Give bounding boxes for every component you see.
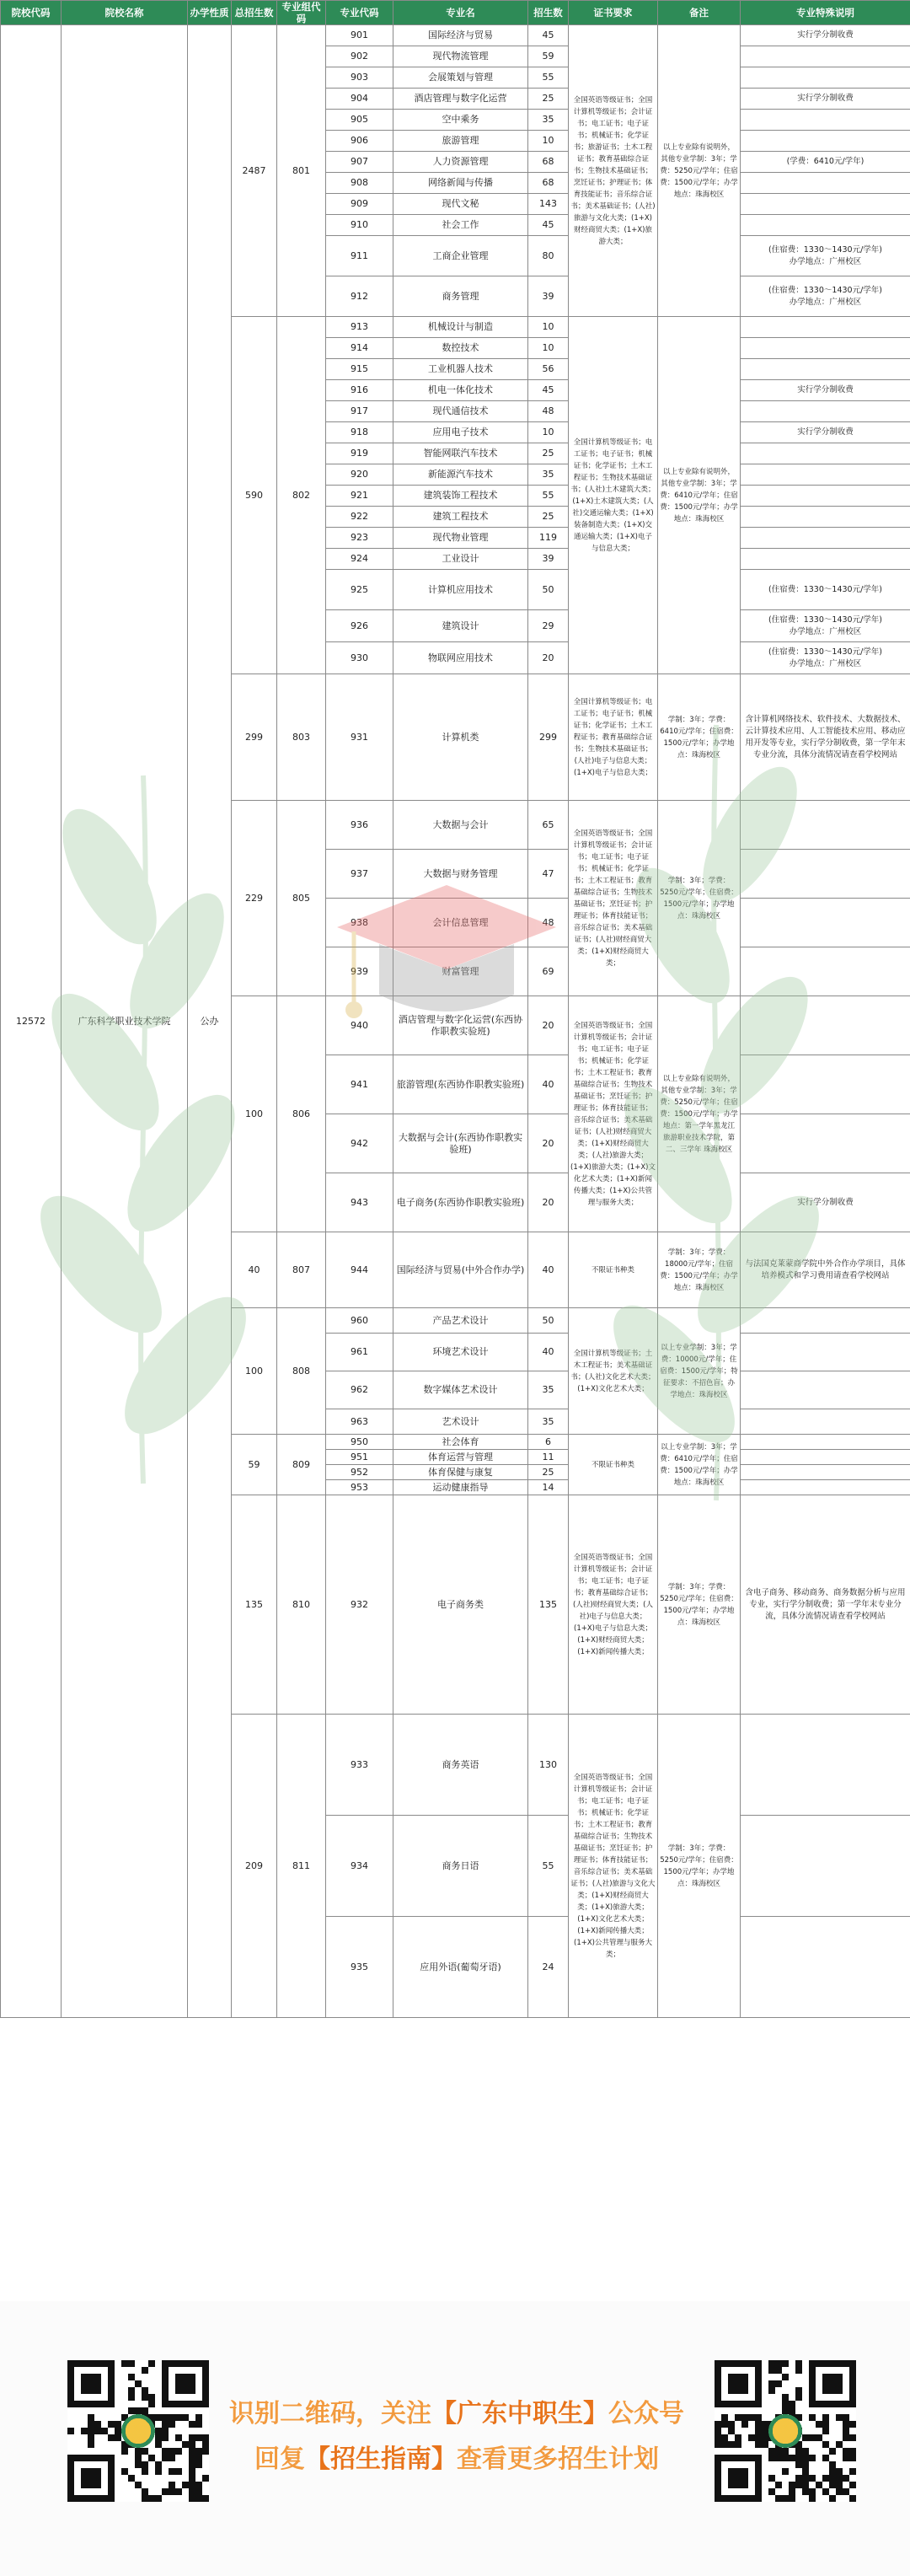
major-code: 961 bbox=[326, 1334, 393, 1371]
major-name: 工商企业管理 bbox=[393, 236, 528, 276]
special-note bbox=[741, 801, 910, 850]
group-total: 590 bbox=[232, 317, 277, 674]
major-count: 45 bbox=[528, 215, 569, 236]
major-name: 应用外语(葡萄牙语) bbox=[393, 1917, 528, 2018]
remark: 以上专业学制：3年；学费：10000元/学年；住宿费：1500元/学年；特征要求：不招色盲；办学地点：珠海校区 bbox=[658, 1308, 741, 1435]
major-count: 39 bbox=[528, 276, 569, 317]
major-code: 962 bbox=[326, 1371, 393, 1409]
major-count: 48 bbox=[528, 401, 569, 422]
major-count: 68 bbox=[528, 173, 569, 194]
special-note bbox=[741, 443, 910, 464]
footer-line2-b: 【招生指南】 bbox=[305, 2445, 457, 2474]
footer-line2-a: 回复 bbox=[254, 2445, 305, 2474]
major-count: 65 bbox=[528, 801, 569, 850]
major-code: 911 bbox=[326, 236, 393, 276]
header-school-type: 办学性质 bbox=[188, 1, 232, 25]
header-special: 专业特殊说明 bbox=[741, 1, 910, 25]
special-note bbox=[741, 899, 910, 947]
major-code: 936 bbox=[326, 801, 393, 850]
special-note bbox=[741, 850, 910, 899]
major-code: 933 bbox=[326, 1715, 393, 1816]
major-count: 68 bbox=[528, 152, 569, 173]
major-count: 47 bbox=[528, 850, 569, 899]
major-code: 902 bbox=[326, 46, 393, 67]
major-name: 智能网联汽车技术 bbox=[393, 443, 528, 464]
remark: 学制：3年；学费：6410元/学年；住宿费：1500元/学年；办学地点：珠海校区 bbox=[658, 674, 741, 801]
footer-line-1 bbox=[221, 2392, 693, 2429]
special-note bbox=[741, 1480, 910, 1495]
special-note bbox=[741, 131, 910, 152]
school-name: 广东科学职业技术学院 bbox=[62, 25, 188, 2018]
major-code: 943 bbox=[326, 1173, 393, 1232]
major-code: 930 bbox=[326, 642, 393, 674]
major-count: 69 bbox=[528, 947, 569, 996]
group-total: 100 bbox=[232, 1308, 277, 1435]
group-total: 229 bbox=[232, 801, 277, 996]
major-name: 现代通信技术 bbox=[393, 401, 528, 422]
major-name: 体育保健与康复 bbox=[393, 1465, 528, 1480]
header-cert: 证书要求 bbox=[569, 1, 658, 25]
qr-code-left bbox=[67, 2360, 209, 2502]
special-note bbox=[741, 996, 910, 1055]
major-name: 工业机器人技术 bbox=[393, 359, 528, 380]
major-code: 917 bbox=[326, 401, 393, 422]
special-note bbox=[741, 359, 910, 380]
major-name: 大数据与财务管理 bbox=[393, 850, 528, 899]
major-count: 25 bbox=[528, 443, 569, 464]
major-count: 35 bbox=[528, 110, 569, 131]
major-count: 35 bbox=[528, 1409, 569, 1435]
special-note: 实行学分制收费 bbox=[741, 422, 910, 443]
special-note bbox=[741, 549, 910, 570]
special-note bbox=[741, 1409, 910, 1435]
major-name: 大数据与会计(东西协作职教实验班) bbox=[393, 1114, 528, 1173]
footer-line1-b: 【广东中职生】 bbox=[431, 2399, 608, 2428]
header-remark: 备注 bbox=[658, 1, 741, 25]
major-code: 909 bbox=[326, 194, 393, 215]
major-name: 建筑工程技术 bbox=[393, 507, 528, 528]
major-code: 910 bbox=[326, 215, 393, 236]
major-count: 10 bbox=[528, 338, 569, 359]
cert-requirements: 全国英语等级证书；全国计算机等级证书；会计证书；电工证书；电子证书；机械证书；化学证书；土木工程证书；教育基础综合证书；生物技术基础证书；烹饪证书；护理证书；体育技能证书；音乐综合证书；美术基础证书；(人社)财经商贸大类；(1+X)财经商贸大类； bbox=[569, 801, 658, 996]
special-note: 含计算机网络技术、软件技术、大数据技术、云计算技术应用、人工智能技术应用、移动应用开发等专业，实行学分制收费，第一学年末专业分流，具体分流情况请查看学校网站 bbox=[741, 674, 910, 801]
major-code: 963 bbox=[326, 1409, 393, 1435]
major-code: 944 bbox=[326, 1232, 393, 1308]
special-note bbox=[741, 464, 910, 486]
cert-requirements: 全国计算机等级证书；电工证书；电子证书；机械证书；化学证书；土木工程证书；教育基础综合证书；生物技术基础证书；(人社)电子与信息大类；(1+X)电子与信息大类； bbox=[569, 674, 658, 801]
major-count: 50 bbox=[528, 1308, 569, 1334]
cert-requirements: 全国英语等级证书；全国计算机等级证书；会计证书；电工证书；电子证书；机械证书；化学证书；土木工程证书；教育基础综合证书；生物技术基础证书；烹饪证书；护理证书；体育技能证书；音乐综合证书；美术基础证书；(人社)旅游与文化大类；(1+X)财经商贸大类；(1+X)旅游大类；(1+X)文化艺术大类；(1+X)新闻传播大类；(1+X)公共管理与服务大类； bbox=[569, 1715, 658, 2018]
major-code: 904 bbox=[326, 89, 393, 110]
major-name: 现代文秘 bbox=[393, 194, 528, 215]
group-total: 299 bbox=[232, 674, 277, 801]
major-count: 299 bbox=[528, 674, 569, 801]
major-code: 924 bbox=[326, 549, 393, 570]
major-name: 酒店管理与数字化运营 bbox=[393, 89, 528, 110]
special-note: (住宿费：1330～1430元/学年) 办学地点：广州校区 bbox=[741, 642, 910, 674]
special-note bbox=[741, 1371, 910, 1409]
group-total: 100 bbox=[232, 996, 277, 1232]
major-count: 40 bbox=[528, 1055, 569, 1114]
special-note: (住宿费：1330～1430元/学年) 办学地点：广州校区 bbox=[741, 610, 910, 642]
footer-banner bbox=[0, 2301, 910, 2576]
special-note bbox=[741, 528, 910, 549]
special-note bbox=[741, 401, 910, 422]
footer-line-2 bbox=[221, 2438, 693, 2475]
major-code: 926 bbox=[326, 610, 393, 642]
special-note bbox=[741, 486, 910, 507]
remark: 学制：3年；学费：5250元/学年；住宿费：1500元/学年；办学地点：珠海校区 bbox=[658, 801, 741, 996]
major-name: 国际经济与贸易(中外合作办学) bbox=[393, 1232, 528, 1308]
major-name: 旅游管理 bbox=[393, 131, 528, 152]
major-count: 80 bbox=[528, 236, 569, 276]
major-count: 56 bbox=[528, 359, 569, 380]
major-count: 25 bbox=[528, 1465, 569, 1480]
major-name: 电子商务类 bbox=[393, 1495, 528, 1715]
major-count: 25 bbox=[528, 507, 569, 528]
cert-requirements: 全国英语等级证书；全国计算机等级证书；会计证书；电工证书；电子证书；机械证书；化学证书；旅游证书；土木工程证书；教育基础综合证书；生物技术基础证书；烹饪证书；护理证书；体育技能证书；音乐综合证书；美术基础证书；(人社)旅游与文化大类；(1+X)财经商贸大类；(1+X)旅游大类； bbox=[569, 25, 658, 317]
major-code: 922 bbox=[326, 507, 393, 528]
special-note bbox=[741, 1917, 910, 2018]
footer-line1-c: 公众号 bbox=[608, 2399, 684, 2428]
group-total: 2487 bbox=[232, 25, 277, 317]
cert-requirements: 全国英语等级证书；全国计算机等级证书；会计证书；电工证书；电子证书；机械证书；化学证书；土木工程证书；教育基础综合证书；生物技术基础证书；烹饪证书；护理证书；体育技能证书；音乐综合证书；美术基础证书；(人社)财经商贸大类；(1+X)财经商贸大类；(人社)旅游大类；(1+X)旅游大类；(1+X)文化艺术大类；(1+X)新闻传播大类；(1+X)公共管理与服务大类； bbox=[569, 996, 658, 1232]
major-name: 网络新闻与传播 bbox=[393, 173, 528, 194]
major-count: 20 bbox=[528, 1173, 569, 1232]
major-name: 社会体育 bbox=[393, 1435, 528, 1450]
major-count: 10 bbox=[528, 422, 569, 443]
major-code: 941 bbox=[326, 1055, 393, 1114]
special-note bbox=[741, 110, 910, 131]
major-code: 934 bbox=[326, 1816, 393, 1917]
header-group-code: 专业组代码 bbox=[277, 1, 326, 25]
cert-requirements: 全国计算机等级证书；土木工程证书；美术基础证书；(人社)文化艺术大类；(1+X)文化艺术大类； bbox=[569, 1308, 658, 1435]
major-name: 酒店管理与数字化运营(东西协作职教实验班) bbox=[393, 996, 528, 1055]
header-count: 招生数 bbox=[528, 1, 569, 25]
special-note: 实行学分制收费 bbox=[741, 89, 910, 110]
major-name: 数字媒体艺术设计 bbox=[393, 1371, 528, 1409]
school-code: 12572 bbox=[1, 25, 62, 2018]
major-name: 计算机类 bbox=[393, 674, 528, 801]
footer-line1-a: 识别二维码，关注 bbox=[229, 2399, 431, 2428]
group-code: 806 bbox=[277, 996, 326, 1232]
major-name: 大数据与会计 bbox=[393, 801, 528, 850]
special-note bbox=[741, 947, 910, 996]
special-note bbox=[741, 1308, 910, 1334]
special-note bbox=[741, 173, 910, 194]
major-count: 35 bbox=[528, 1371, 569, 1409]
major-name: 国际经济与贸易 bbox=[393, 25, 528, 46]
major-name: 会计信息管理 bbox=[393, 899, 528, 947]
header-school-name: 院校名称 bbox=[62, 1, 188, 25]
school-type: 公办 bbox=[188, 25, 232, 2018]
table-body bbox=[1, 25, 910, 2018]
special-note bbox=[741, 1715, 910, 1816]
special-note bbox=[741, 46, 910, 67]
major-code: 905 bbox=[326, 110, 393, 131]
remark: 学制：3年；学费：18000元/学年；住宿费：1500元/学年；办学地点：珠海校区 bbox=[658, 1232, 741, 1308]
cert-requirements: 不限证书种类 bbox=[569, 1435, 658, 1495]
major-code: 937 bbox=[326, 850, 393, 899]
major-name: 人力资源管理 bbox=[393, 152, 528, 173]
cert-requirements: 全国计算机等级证书；电工证书；电子证书；机械证书；化学证书；土木工程证书；生物技术基础证书；(人社)土木建筑大类；(1+X)土木建筑大类；(人社)交通运输大类；(1+X)装备制造大类；(1+X)交通运输大类；(1+X)电子与信息大类； bbox=[569, 317, 658, 674]
major-count: 10 bbox=[528, 317, 569, 338]
footer-line2-c: 查看更多招生计划 bbox=[457, 2445, 659, 2474]
major-name: 建筑设计 bbox=[393, 610, 528, 642]
major-code: 919 bbox=[326, 443, 393, 464]
major-count: 55 bbox=[528, 486, 569, 507]
special-note: (住宿费：1330～1430元/学年) 办学地点：广州校区 bbox=[741, 236, 910, 276]
major-code: 901 bbox=[326, 25, 393, 46]
table-row bbox=[1, 25, 910, 46]
major-code: 942 bbox=[326, 1114, 393, 1173]
group-total: 209 bbox=[232, 1715, 277, 2018]
major-name: 计算机应用技术 bbox=[393, 570, 528, 610]
major-code: 951 bbox=[326, 1450, 393, 1465]
special-note bbox=[741, 1334, 910, 1371]
major-name: 建筑装饰工程技术 bbox=[393, 486, 528, 507]
remark: 学制：3年；学费：5250元/学年；住宿费：1500元/学年；办学地点：珠海校区 bbox=[658, 1495, 741, 1715]
major-count: 50 bbox=[528, 570, 569, 610]
major-count: 48 bbox=[528, 899, 569, 947]
major-code: 952 bbox=[326, 1465, 393, 1480]
special-note: 含电子商务、移动商务、商务数据分析与应用专业，实行学分制收费；第一学年末专业分流，具体分流情况请查看学校网站 bbox=[741, 1495, 910, 1715]
major-count: 119 bbox=[528, 528, 569, 549]
header-major-name: 专业名 bbox=[393, 1, 528, 25]
major-name: 会展策划与管理 bbox=[393, 67, 528, 89]
major-count: 10 bbox=[528, 131, 569, 152]
special-note: 与法国克莱蒙商学院中外合作办学项目，具体培养模式和学习费用请查看学校网站 bbox=[741, 1232, 910, 1308]
special-note: 实行学分制收费 bbox=[741, 1173, 910, 1232]
major-name: 电子商务(东西协作职教实验班) bbox=[393, 1173, 528, 1232]
group-code: 807 bbox=[277, 1232, 326, 1308]
major-count: 40 bbox=[528, 1334, 569, 1371]
major-code: 932 bbox=[326, 1495, 393, 1715]
group-code: 810 bbox=[277, 1495, 326, 1715]
group-code: 809 bbox=[277, 1435, 326, 1495]
major-count: 130 bbox=[528, 1715, 569, 1816]
special-note bbox=[741, 317, 910, 338]
major-name: 运动健康指导 bbox=[393, 1480, 528, 1495]
special-note: (住宿费：1330～1430元/学年) bbox=[741, 570, 910, 610]
major-count: 45 bbox=[528, 25, 569, 46]
major-name: 旅游管理(东西协作职教实验班) bbox=[393, 1055, 528, 1114]
major-count: 35 bbox=[528, 464, 569, 486]
major-name: 财富管理 bbox=[393, 947, 528, 996]
major-name: 现代物业管理 bbox=[393, 528, 528, 549]
major-count: 143 bbox=[528, 194, 569, 215]
major-name: 艺术设计 bbox=[393, 1409, 528, 1435]
major-count: 55 bbox=[528, 67, 569, 89]
major-name: 应用电子技术 bbox=[393, 422, 528, 443]
major-count: 25 bbox=[528, 89, 569, 110]
major-name: 工业设计 bbox=[393, 549, 528, 570]
special-note bbox=[741, 1816, 910, 1917]
major-name: 机械设计与制造 bbox=[393, 317, 528, 338]
major-code: 950 bbox=[326, 1435, 393, 1450]
major-name: 物联网应用技术 bbox=[393, 642, 528, 674]
group-code: 805 bbox=[277, 801, 326, 996]
major-code: 907 bbox=[326, 152, 393, 173]
major-code: 908 bbox=[326, 173, 393, 194]
major-name: 社会工作 bbox=[393, 215, 528, 236]
major-count: 11 bbox=[528, 1450, 569, 1465]
major-name: 空中乘务 bbox=[393, 110, 528, 131]
major-name: 机电一体化技术 bbox=[393, 380, 528, 401]
group-total: 40 bbox=[232, 1232, 277, 1308]
major-code: 925 bbox=[326, 570, 393, 610]
special-note bbox=[741, 1450, 910, 1465]
major-code: 918 bbox=[326, 422, 393, 443]
remark: 以上专业除有说明外，其他专业学制：3年；学费：5250元/学年；住宿费：1500元/学年；办学地点：第一学年黑龙江旅游职业技术学院，第二、三学年 珠海校区 bbox=[658, 996, 741, 1232]
group-total: 59 bbox=[232, 1435, 277, 1495]
major-count: 135 bbox=[528, 1495, 569, 1715]
major-code: 940 bbox=[326, 996, 393, 1055]
special-note bbox=[741, 338, 910, 359]
major-name: 新能源汽车技术 bbox=[393, 464, 528, 486]
major-code: 916 bbox=[326, 380, 393, 401]
major-code: 921 bbox=[326, 486, 393, 507]
major-code: 903 bbox=[326, 67, 393, 89]
major-code: 915 bbox=[326, 359, 393, 380]
group-code: 808 bbox=[277, 1308, 326, 1435]
major-code: 920 bbox=[326, 464, 393, 486]
major-count: 55 bbox=[528, 1816, 569, 1917]
major-code: 953 bbox=[326, 1480, 393, 1495]
header-school-code: 院校代码 bbox=[1, 1, 62, 25]
major-count: 20 bbox=[528, 1114, 569, 1173]
major-code: 923 bbox=[326, 528, 393, 549]
major-count: 40 bbox=[528, 1232, 569, 1308]
header-major-code: 专业代码 bbox=[326, 1, 393, 25]
major-name: 体育运营与管理 bbox=[393, 1450, 528, 1465]
special-note bbox=[741, 1114, 910, 1173]
major-code: 913 bbox=[326, 317, 393, 338]
major-code: 906 bbox=[326, 131, 393, 152]
major-code: 938 bbox=[326, 899, 393, 947]
major-name: 环境艺术设计 bbox=[393, 1334, 528, 1371]
major-name: 商务日语 bbox=[393, 1816, 528, 1917]
group-code: 811 bbox=[277, 1715, 326, 2018]
special-note: 实行学分制收费 bbox=[741, 380, 910, 401]
group-code: 803 bbox=[277, 674, 326, 801]
group-total: 135 bbox=[232, 1495, 277, 1715]
major-count: 20 bbox=[528, 996, 569, 1055]
major-count: 24 bbox=[528, 1917, 569, 2018]
major-count: 29 bbox=[528, 610, 569, 642]
qr-code-right bbox=[715, 2360, 856, 2502]
special-note: (住宿费：1330～1430元/学年) 办学地点：广州校区 bbox=[741, 276, 910, 317]
major-count: 6 bbox=[528, 1435, 569, 1450]
special-note bbox=[741, 67, 910, 89]
special-note bbox=[741, 1055, 910, 1114]
major-name: 商务管理 bbox=[393, 276, 528, 317]
major-count: 45 bbox=[528, 380, 569, 401]
major-count: 39 bbox=[528, 549, 569, 570]
major-count: 20 bbox=[528, 642, 569, 674]
cert-requirements: 不限证书种类 bbox=[569, 1232, 658, 1308]
major-name: 现代物流管理 bbox=[393, 46, 528, 67]
major-name: 数控技术 bbox=[393, 338, 528, 359]
remark: 学制：3年；学费：5250元/学年；住宿费：1500元/学年；办学地点：珠海校区 bbox=[658, 1715, 741, 2018]
major-count: 14 bbox=[528, 1480, 569, 1495]
special-note: 实行学分制收费 bbox=[741, 25, 910, 46]
major-code: 931 bbox=[326, 674, 393, 801]
major-code: 935 bbox=[326, 1917, 393, 2018]
major-count: 59 bbox=[528, 46, 569, 67]
special-note bbox=[741, 1435, 910, 1450]
major-code: 914 bbox=[326, 338, 393, 359]
special-note bbox=[741, 507, 910, 528]
major-name: 产品艺术设计 bbox=[393, 1308, 528, 1334]
header-total: 总招生数 bbox=[232, 1, 277, 25]
major-name: 商务英语 bbox=[393, 1715, 528, 1816]
special-note bbox=[741, 1465, 910, 1480]
special-note bbox=[741, 215, 910, 236]
major-code: 912 bbox=[326, 276, 393, 317]
remark: 以上专业学制：3年；学费：6410元/学年；住宿费：1500元/学年；办学地点：珠海校区 bbox=[658, 1435, 741, 1495]
table-header-row bbox=[1, 1, 910, 25]
group-code: 802 bbox=[277, 317, 326, 674]
major-code: 960 bbox=[326, 1308, 393, 1334]
cert-requirements: 全国英语等级证书；全国计算机等级证书；会计证书；电工证书；电子证书；教育基础综合证书；(人社)财经商贸大类；(人社)电子与信息大类；(1+X)电子与信息大类；(1+X)财经商贸大类；(1+X)新闻传播大类； bbox=[569, 1495, 658, 1715]
remark: 以上专业除有说明外，其他专业学制：3年；学费：6410元/学年；住宿费：1500元/学年；办学地点：珠海校区 bbox=[658, 317, 741, 674]
group-code: 801 bbox=[277, 25, 326, 317]
remark: 以上专业除有说明外，其他专业学制：3年；学费：5250元/学年；住宿费：1500元/学年；办学地点：珠海校区 bbox=[658, 25, 741, 317]
major-code: 939 bbox=[326, 947, 393, 996]
special-note: (学费：6410元/学年) bbox=[741, 152, 910, 173]
special-note bbox=[741, 194, 910, 215]
